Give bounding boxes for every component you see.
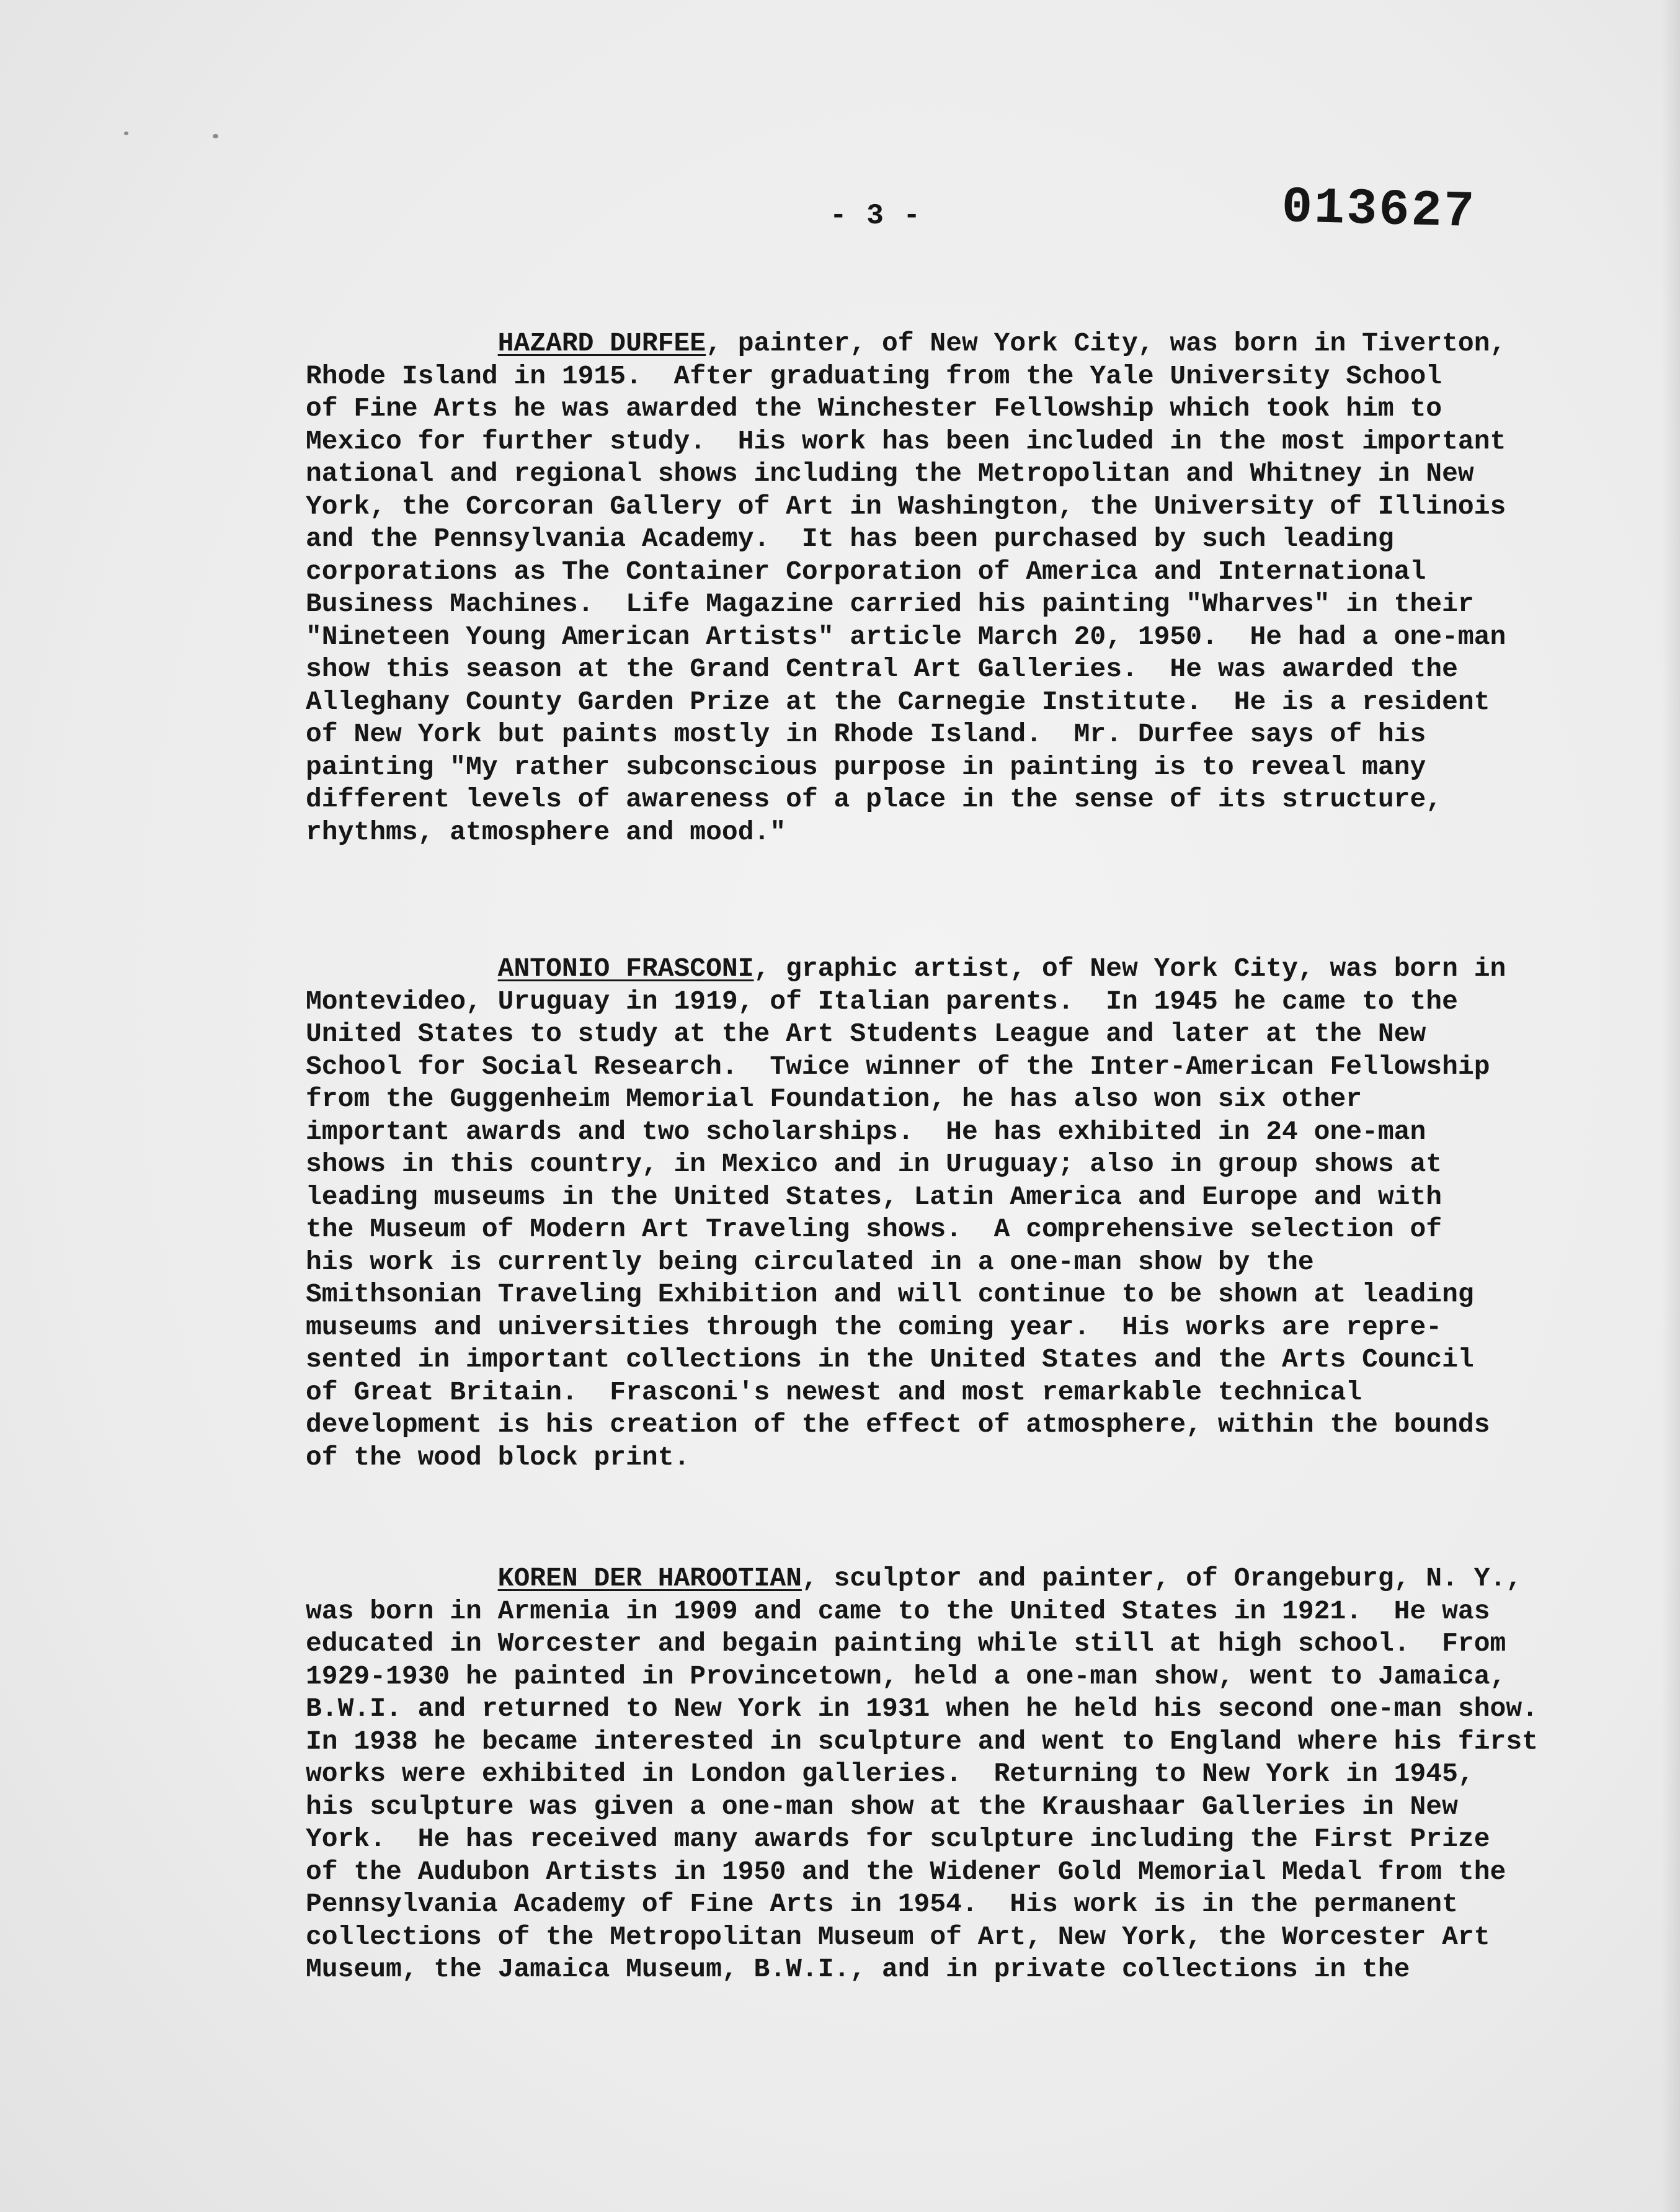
bio-line: Museum, the Jamaica Museum, B.W.I., and in private collections in the	[306, 1954, 1410, 1984]
bio-line: Montevideo, Uruguay in 1919, of Italian parents. In 1945 he came to the	[306, 986, 1458, 1017]
bio-line: In 1938 he became interested in sculpture and went to England where his first	[306, 1726, 1538, 1757]
bio-line: and the Pennsylvania Academy. It has been purchased by such leading	[306, 524, 1394, 554]
bio-antonio-frasconi	[306, 953, 1540, 1474]
bio-line: Alleghany County Garden Prize at the Carnegie Institute. He is a resident	[306, 686, 1490, 717]
bio-line: 1929-1930 he painted in Provincetown, held a one-man show, went to Jamaica,	[306, 1661, 1506, 1692]
bio-line: School for Social Research. Twice winner of the Inter-American Fellowship	[306, 1051, 1490, 1082]
bio-line: from the Guggenheim Memorial Foundation, he has also won six other	[306, 1084, 1362, 1114]
bio-koren-der-harootian	[306, 1563, 1540, 1986]
bio-line: sented in important collections in the United States and the Arts Council	[306, 1344, 1474, 1375]
bio-line: "Nineteen Young American Artists" article March 20, 1950. He had a one-man	[306, 621, 1506, 652]
bio-hazard-durfee	[306, 328, 1540, 849]
bio-line: York. He has received many awards for sculpture including the First Prize	[306, 1824, 1490, 1854]
bio-line: of the wood block print.	[306, 1442, 690, 1473]
bio-line: B.W.I. and returned to New York in 1931 when he held his second one-man show.	[306, 1693, 1538, 1724]
bio-line: show this season at the Grand Central Art Galleries. He was awarded the	[306, 654, 1458, 684]
bio-text: , graphic artist, of New York City, was born in	[753, 953, 1506, 984]
bio-line: important awards and two scholarships. He has exhibited in 24 one-man	[306, 1116, 1426, 1147]
bio-line: collections of the Metropolitan Museum of Art, New York, the Worcester Art	[306, 1921, 1490, 1952]
bio-line: painting "My rather subconscious purpose in painting is to reveal many	[306, 751, 1426, 782]
bio-line: Pennsylvania Academy of Fine Arts in 1954. His work is in the permanent	[306, 1889, 1458, 1919]
bio-line: his work is currently being circulated in a one-man show by the	[306, 1246, 1314, 1277]
bio-line: Rhode Island in 1915. After graduating from the Yale University School	[306, 360, 1442, 391]
document-id: 013627	[1281, 179, 1477, 242]
bio-line: Smithsonian Traveling Exhibition and will continue to be shown at leading	[306, 1279, 1474, 1309]
bio-line: of New York but paints mostly in Rhode Island. Mr. Durfee says of his	[306, 719, 1426, 749]
bio-line: Business Machines. Life Magazine carried his painting "Wharves" in their	[306, 589, 1474, 619]
bio-line	[306, 328, 1540, 360]
bio-line: works were exhibited in London galleries. Returning to New York in 1945,	[306, 1759, 1474, 1789]
bio-line	[306, 1563, 1540, 1595]
bio-line: corporations as The Container Corporation of America and International	[306, 556, 1426, 587]
bio-line: of Great Britain. Frasconi's newest and most remarkable technical	[306, 1376, 1362, 1407]
page-edge-shadow	[1661, 0, 1680, 2212]
bio-text: , painter, of New York City, was born in Tiverton,	[706, 328, 1506, 359]
dust-speck	[213, 134, 218, 138]
bio-line: United States to study at the Art Students League and later at the New	[306, 1019, 1426, 1049]
bio-line: Mexico for further study. His work has been included in the most important	[306, 426, 1506, 457]
artist-name: KOREN DER HAROOTIAN	[497, 1563, 802, 1594]
bio-line: York, the Corcoran Gallery of Art in Washington, the University of Illinois	[306, 491, 1506, 522]
artist-name: ANTONIO FRASCONI	[497, 953, 754, 984]
bio-text: , sculptor and painter, of Orangeburg, N. Y.,	[801, 1563, 1522, 1594]
bio-line	[306, 953, 1540, 986]
bio-line: was born in Armenia in 1909 and came to the United States in 1921. He was	[306, 1595, 1490, 1626]
dust-speck	[124, 132, 128, 135]
page-number: - 3 -	[830, 200, 922, 232]
bio-line: of the Audubon Artists in 1950 and the Widener Gold Memorial Medal from the	[306, 1856, 1506, 1887]
bio-line: the Museum of Modern Art Traveling shows. A comprehensive selection of	[306, 1214, 1442, 1244]
bio-line: his sculpture was given a one-man show at the Kraushaar Galleries in New	[306, 1791, 1458, 1822]
bio-line: educated in Worcester and begain painting while still at high school. From	[306, 1628, 1506, 1659]
bio-line: national and regional shows including the Metropolitan and Whitney in New	[306, 458, 1474, 489]
bio-line: of Fine Arts he was awarded the Winchester Fellowship which took him to	[306, 393, 1442, 424]
bio-line: museums and universities through the coming year. His works are repre-	[306, 1311, 1442, 1342]
bio-line: leading museums in the United States, Latin America and Europe and with	[306, 1181, 1442, 1212]
bio-line: different levels of awareness of a place in the sense of its structure,	[306, 784, 1442, 814]
bio-line: shows in this country, in Mexico and in Uruguay; also in group shows at	[306, 1149, 1442, 1179]
bio-line: rhythms, atmosphere and mood."	[306, 816, 786, 847]
bio-line: development is his creation of the effect of atmosphere, within the bounds	[306, 1409, 1490, 1440]
artist-name: HAZARD DURFEE	[497, 328, 706, 359]
